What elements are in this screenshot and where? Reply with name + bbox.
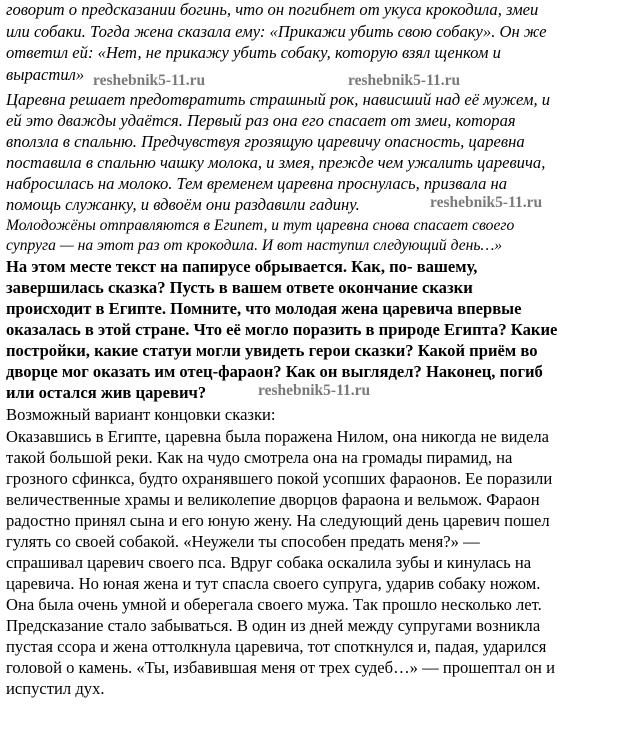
story-line: вползла в спальню. Предчувствуя грозящую царевичу опасность, царевна [6, 132, 525, 151]
story-line: Молодожёны отправляются в Египет, и тут царевна снова спасает своего [6, 217, 515, 234]
watermark: reshebnik5-11.ru [258, 382, 371, 399]
story-line: вырастил» [6, 65, 85, 84]
answer-line: грозного сфинкса, будто охранявшего покой усопших фараонов. Ее поразили [6, 469, 553, 488]
story-line: помощь служанку, и вдвоём они раздавили гадину. [6, 195, 360, 214]
answer-heading: Возможный вариант концовки сказки: [6, 405, 276, 424]
question-line: На этом месте текст на папирусе обрывается. Как, по- вашему, [6, 257, 478, 276]
answer-line: спрашивал царевич своего пса. Вдруг собака оскалила зубы и кинулась на [6, 553, 532, 572]
question-line: постройки, какие статуи могли увидеть герои сказки? Какой приём во [6, 341, 538, 360]
question-line: или остался жив царевич? [6, 383, 207, 402]
story-line: ответил ей: «Нет, не прикажу убить собаку, которую взял щенком и [6, 43, 501, 62]
answer-line: Предсказание стало забываться. В один из дней между супругами возникла [6, 616, 541, 635]
story-line: или собаки. Тогда жена сказала ему: «Прикажи убить свою собаку». Он же [6, 22, 547, 41]
answer-line: Она была очень умной и оберегала своего мужа. Так прошло несколько лет. [6, 595, 542, 614]
story-line: супруга — на этот раз от крокодила. И вот наступил следующий день…» [6, 237, 503, 254]
watermark: reshebnik5-11.ru [93, 72, 206, 89]
watermark: reshebnik5-11.ru [430, 194, 543, 211]
question-line: происходит в Египте. Помните, что молодая жена царевича впервые [6, 299, 522, 318]
story-line: говорит о предсказании богинь, что он погибнет от укуса крокодила, змеи [6, 0, 539, 19]
answer-line: величественные храмы и великолепие дворцов фараона и вельмож. Фараон [6, 490, 540, 509]
question-line: оказалась в этой стране. Что её могло поразить в природе Египта? Какие [6, 320, 558, 339]
question-line: дворце мог оказать им отец-фараон? Как он выглядел? Наконец, погиб [6, 362, 543, 381]
answer-line: пустая ссора и жена оттолкнула царевича, тот споткнулся и, падая, ударился [6, 637, 547, 656]
answer-line: радостно принял сына и его юную жену. На следующий день царевич пошел [6, 511, 550, 530]
story-line: поставила в спальню чашку молока, и змея, прежде чем ужалить царевича, [6, 153, 546, 172]
answer-line: испустил дух. [6, 679, 105, 698]
answer-line: головой о камень. «Ты, избавившая меня от трех судеб…» — прошептал он и [6, 658, 555, 677]
story-line: ей это дважды удаётся. Первый раз она его спасает от змеи, которая [6, 111, 516, 130]
story-line: набросилась на молоко. Тем временем царевна проснулась, призвала на [6, 174, 508, 193]
question-line: завершилась сказка? Пусть в вашем ответе окончание сказки [6, 278, 473, 297]
watermark: reshebnik5-11.ru [348, 72, 461, 89]
answer-line: царевича. Но юная жена и тут спасла своего супруга, ударив собаку ножом. [6, 574, 541, 593]
answer-line: Оказавшись в Египте, царевна была поражена Нилом, она никогда не видела [6, 427, 550, 446]
story-line: Царевна решает предотвратить страшный рок, нависший над её мужем, и [6, 90, 551, 109]
answer-line: такой большой реки. Как на чудо смотрела она на громады пирамид, на [6, 448, 513, 467]
answer-line: гулять со своей собакой. «Неужели ты способен предать меня?» — [6, 532, 480, 551]
